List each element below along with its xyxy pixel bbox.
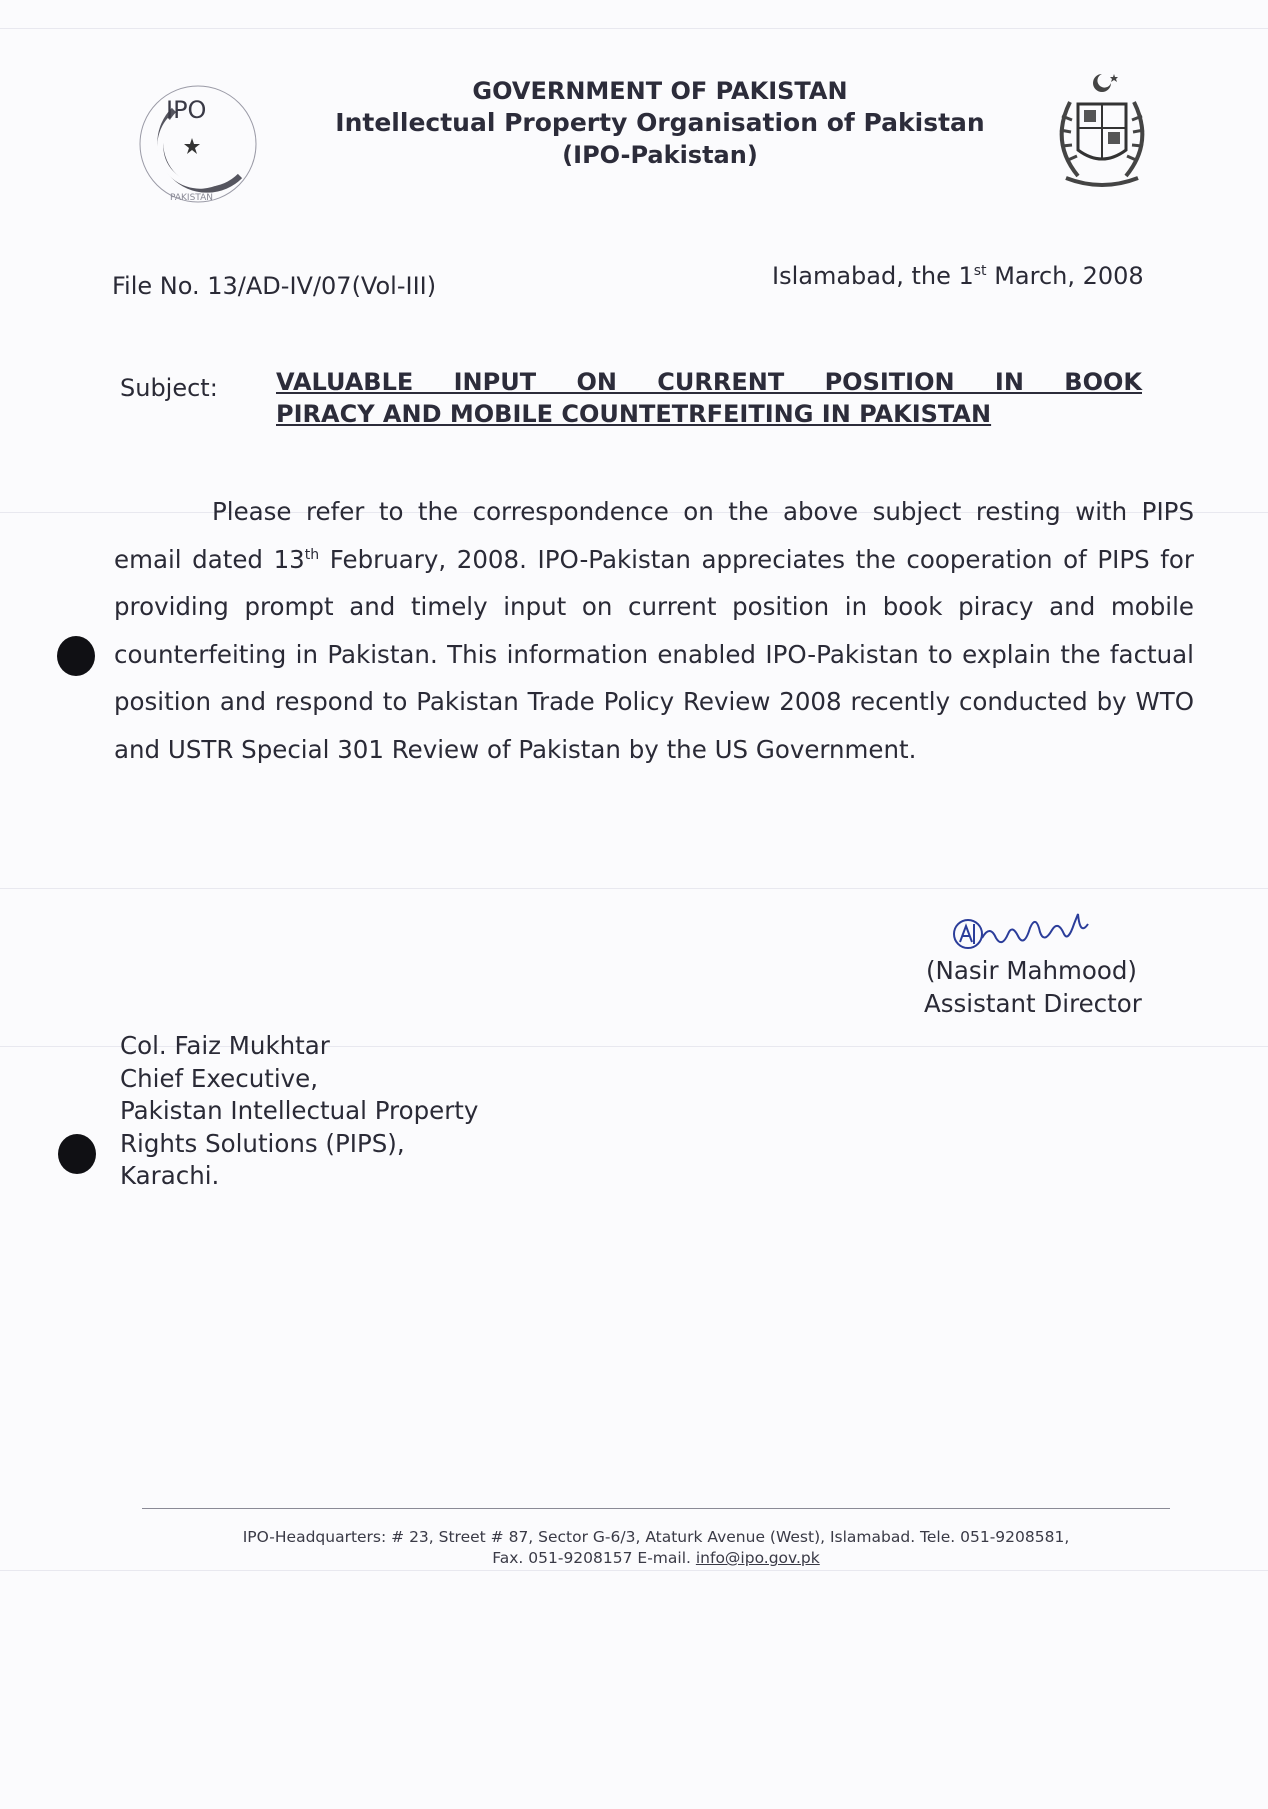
- svg-text:PAKISTAN: PAKISTAN: [170, 193, 213, 203]
- header-organisation: Intellectual Property Organisation of Pakistan: [335, 108, 985, 137]
- signature-icon: [944, 908, 1134, 958]
- punch-hole: [58, 1134, 96, 1174]
- addressee-line: Pakistan Intellectual Property: [120, 1096, 479, 1125]
- letter-date: Islamabad, the 1st March, 2008: [772, 262, 1144, 290]
- subject-heading: [276, 366, 1142, 430]
- footer-email-link[interactable]: info@ipo.gov.pk: [695, 1549, 820, 1567]
- footer-address: IPO-Headquarters: # 23, Street # 87, Sector G-6/3, Ataturk Avenue (West), Islamabad. Tele. 051-9208581,: [242, 1528, 1070, 1546]
- punch-hole: [57, 636, 95, 676]
- ipo-logo-icon: [122, 80, 272, 210]
- addressee-line: Chief Executive,: [120, 1063, 318, 1093]
- letter-body: Please refer to the correspondence on the above subject resting with PIPS email dated 13th February, 2008. IPO-Pakistan appreciates the cooperation of PIPS for providing prompt and timely input on current position in book piracy and mobile counterfeiting in Pakistan. This information enabled IPO-Pakistan to explain the factual position and respond to Pakistan Trade Policy Review 2008 recently conducted by WTO and USTR Special 301 Review of Pakistan by the US Government.: [114, 497, 1194, 764]
- header-government: GOVERNMENT OF PAKISTAN: [472, 77, 848, 105]
- signatory-name: (Nasir Mahmood): [926, 956, 1137, 985]
- addressee-line: Karachi.: [120, 1161, 220, 1190]
- footer-contact: Fax. 051-9208157 E-mail. info@ipo.gov.pk: [492, 1549, 820, 1567]
- header-abbreviation: (IPO-Pakistan): [562, 141, 758, 169]
- addressee-block: [120, 1030, 478, 1193]
- subject-line-2: PIRACY AND MOBILE COUNTETRFEITING IN PAKISTAN: [276, 400, 992, 428]
- subject-line-1: VALUABLE INPUT ON CURRENT POSITION IN BOOK: [276, 368, 1142, 396]
- signatory-title: Assistant Director: [924, 989, 1142, 1018]
- file-number: File No. 13/AD-IV/07(Vol-III): [112, 272, 437, 300]
- footer-divider: [142, 1508, 1170, 1509]
- addressee-line: Rights Solutions (PIPS),: [120, 1128, 405, 1158]
- svg-text:IPO: IPO: [166, 96, 207, 124]
- addressee-line: Col. Faiz Mukhtar: [120, 1031, 330, 1060]
- subject-label: Subject:: [120, 374, 218, 402]
- state-emblem-icon: [1040, 66, 1164, 200]
